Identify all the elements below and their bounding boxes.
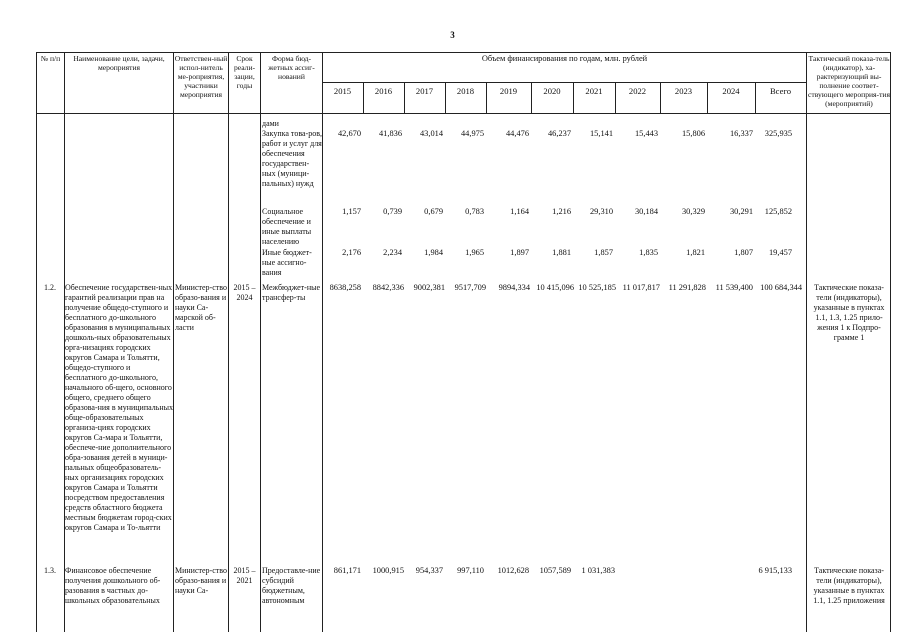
value-2018: 1,965 bbox=[465, 248, 484, 257]
col-divider bbox=[228, 52, 229, 632]
row-form: дами bbox=[262, 119, 279, 128]
value-2015: 861,171 bbox=[333, 566, 361, 575]
value-2020: 1057,589 bbox=[539, 566, 571, 575]
year-2024: 2024 bbox=[722, 86, 740, 96]
row-indicator: Тактические показа-тели (индикаторы), указанные в пунктах 1.1, 1.3, 1.25 прило-жения 1 к Подпро-грамме 1 bbox=[813, 283, 885, 342]
row-form: Предоставле-ние субсидий бюджетным, автономным bbox=[262, 566, 321, 605]
value-total: 19,457 bbox=[768, 248, 792, 257]
value-2020: 1,881 bbox=[552, 248, 571, 257]
value-2016: 2,234 bbox=[383, 248, 402, 257]
value-2024: 30,291 bbox=[729, 207, 753, 216]
value-2015: 2,176 bbox=[342, 248, 361, 257]
value-2023: 11 291,828 bbox=[668, 283, 706, 292]
year-2022: 2022 bbox=[628, 86, 647, 96]
value-total: 100 684,344 bbox=[760, 283, 802, 292]
value-2019: 9894,334 bbox=[498, 283, 530, 292]
value-2021: 1 031,383 bbox=[581, 566, 615, 575]
value-2023: 30,329 bbox=[681, 207, 705, 216]
header-funding: Объем финансирования по годам, млн. рублей bbox=[481, 54, 648, 63]
value-total: 6 915,133 bbox=[758, 566, 792, 575]
value-2023: 1,821 bbox=[686, 248, 705, 257]
header-responsible: Ответствен-ный испол-нитель ме-роприятия, участники мероприятия bbox=[174, 54, 228, 99]
year-2015: 2015 bbox=[333, 86, 352, 96]
value-2022: 30,184 bbox=[634, 207, 658, 216]
year-total: Всего bbox=[769, 86, 792, 96]
value-2018: 0,783 bbox=[465, 207, 484, 216]
value-2017: 954,337 bbox=[415, 566, 443, 575]
value-2023: 15,806 bbox=[681, 129, 705, 138]
row-responsible: Министер-ство образо-вания и науки Са- bbox=[175, 566, 227, 595]
value-2024: 11 539,400 bbox=[715, 283, 753, 292]
value-2017: 9002,381 bbox=[413, 283, 445, 292]
row-term: 2015 – 2021 bbox=[233, 566, 256, 585]
value-2020: 1,216 bbox=[552, 207, 571, 216]
value-2019: 44,476 bbox=[505, 129, 529, 138]
header-num: № п/п bbox=[40, 54, 61, 63]
row-name: Обеспечение государствен-ных гарантий реализации прав на получение общедо-ступного и бесплатного до-школьного образования в муниципальных дошколь-ных образовательных орга-низациях городских округов Самара и Тольятти, общедо-ступного и бесплатного до-школьного, начального об-щего, основного общего, среднего общего образова-ния в муниципальных обще-образовательных организа-циях городских округов Са-мара и Тольятти, обеспече-ние дополнительного обра-зования детей в муници-пальных общеобразователь-ных организациях городских округов Самара и Тольятти посредством предоставления средств областного бюджета местным бюджетам город-ских округов Самара и То-льятти bbox=[65, 283, 174, 532]
value-total: 325,935 bbox=[764, 129, 792, 138]
value-2018: 9517,709 bbox=[454, 283, 486, 292]
value-2020: 10 415,096 bbox=[536, 283, 574, 292]
value-2016: 0,739 bbox=[383, 207, 402, 216]
value-2019: 1,897 bbox=[510, 248, 529, 257]
row-number: 1.3. bbox=[44, 566, 56, 575]
page-number: 3 bbox=[450, 30, 455, 40]
row-number: 1.2. bbox=[44, 283, 56, 292]
value-2020: 46,237 bbox=[547, 129, 571, 138]
value-2015: 1,157 bbox=[342, 207, 361, 216]
header-indicator: Тактический показа-тель (индикатор), ха-рактеризующий вы-полнение соответ-ствующего мероприя-тия (мероприятий) bbox=[808, 54, 890, 108]
year-2021: 2021 bbox=[585, 86, 603, 96]
value-2021: 15,141 bbox=[589, 129, 613, 138]
row-indicator: Тактические показа-тели (индикаторы), указанные в пунктах 1.1, 1.25 приложения bbox=[813, 566, 885, 605]
value-2017: 0,679 bbox=[424, 207, 443, 216]
value-2021: 1,857 bbox=[594, 248, 613, 257]
header-bottom-line bbox=[36, 113, 891, 114]
col-divider bbox=[260, 52, 261, 632]
row-form: Социальное обеспечение и иные выплаты населению bbox=[262, 207, 312, 246]
row-term: 2015 – 2024 bbox=[233, 283, 256, 302]
header-term: Срок реали-зации, годы bbox=[233, 54, 256, 90]
year-header-line bbox=[322, 82, 806, 83]
value-2022: 11 017,817 bbox=[622, 283, 660, 292]
value-2019: 1012,628 bbox=[497, 566, 529, 575]
value-2016: 1000,915 bbox=[372, 566, 404, 575]
value-2022: 1,835 bbox=[639, 248, 658, 257]
value-2022: 15,443 bbox=[634, 129, 658, 138]
row-name: Финансовое обеспечение получения дошкольного об-разования в частных до-школьных образовательных bbox=[65, 566, 161, 605]
col-divider bbox=[322, 52, 323, 632]
header-form: Форма бюд-жетных ассиг-нований bbox=[268, 54, 315, 81]
value-2024: 16,337 bbox=[729, 129, 753, 138]
row-form: Иные бюджет-ные ассигно-вания bbox=[262, 248, 312, 277]
year-2017: 2017 bbox=[415, 86, 434, 96]
value-2021: 29,310 bbox=[589, 207, 613, 216]
value-2015: 42,670 bbox=[337, 129, 361, 138]
value-2016: 8842,336 bbox=[372, 283, 404, 292]
value-2017: 1,984 bbox=[424, 248, 443, 257]
value-2019: 1,164 bbox=[510, 207, 529, 216]
year-2023: 2023 bbox=[674, 86, 693, 96]
value-2017: 43,014 bbox=[419, 129, 443, 138]
year-2018: 2018 bbox=[456, 86, 475, 96]
value-total: 125,852 bbox=[764, 207, 792, 216]
value-2016: 41,836 bbox=[378, 129, 402, 138]
year-2016: 2016 bbox=[374, 86, 393, 96]
value-2021: 10 525,185 bbox=[578, 283, 616, 292]
col-divider bbox=[806, 52, 807, 632]
year-2019: 2019 bbox=[499, 86, 518, 96]
value-2024: 1,807 bbox=[734, 248, 753, 257]
row-form: Закупка това-ров, работ и услуг для обеспечения государствен-ных (муници-пальных) нужд bbox=[262, 129, 322, 188]
year-2020: 2020 bbox=[543, 86, 561, 96]
value-2018: 997,110 bbox=[457, 566, 484, 575]
header-name: Наименование цели, задачи, мероприятия bbox=[73, 54, 165, 72]
row-responsible: Министер-ство образо-вания и науки Са-марской об-ласти bbox=[175, 283, 227, 332]
value-2015: 8638,258 bbox=[329, 283, 361, 292]
value-2018: 44,975 bbox=[460, 129, 484, 138]
row-form: Межбюджет-ные трансфер-ты bbox=[262, 283, 321, 302]
